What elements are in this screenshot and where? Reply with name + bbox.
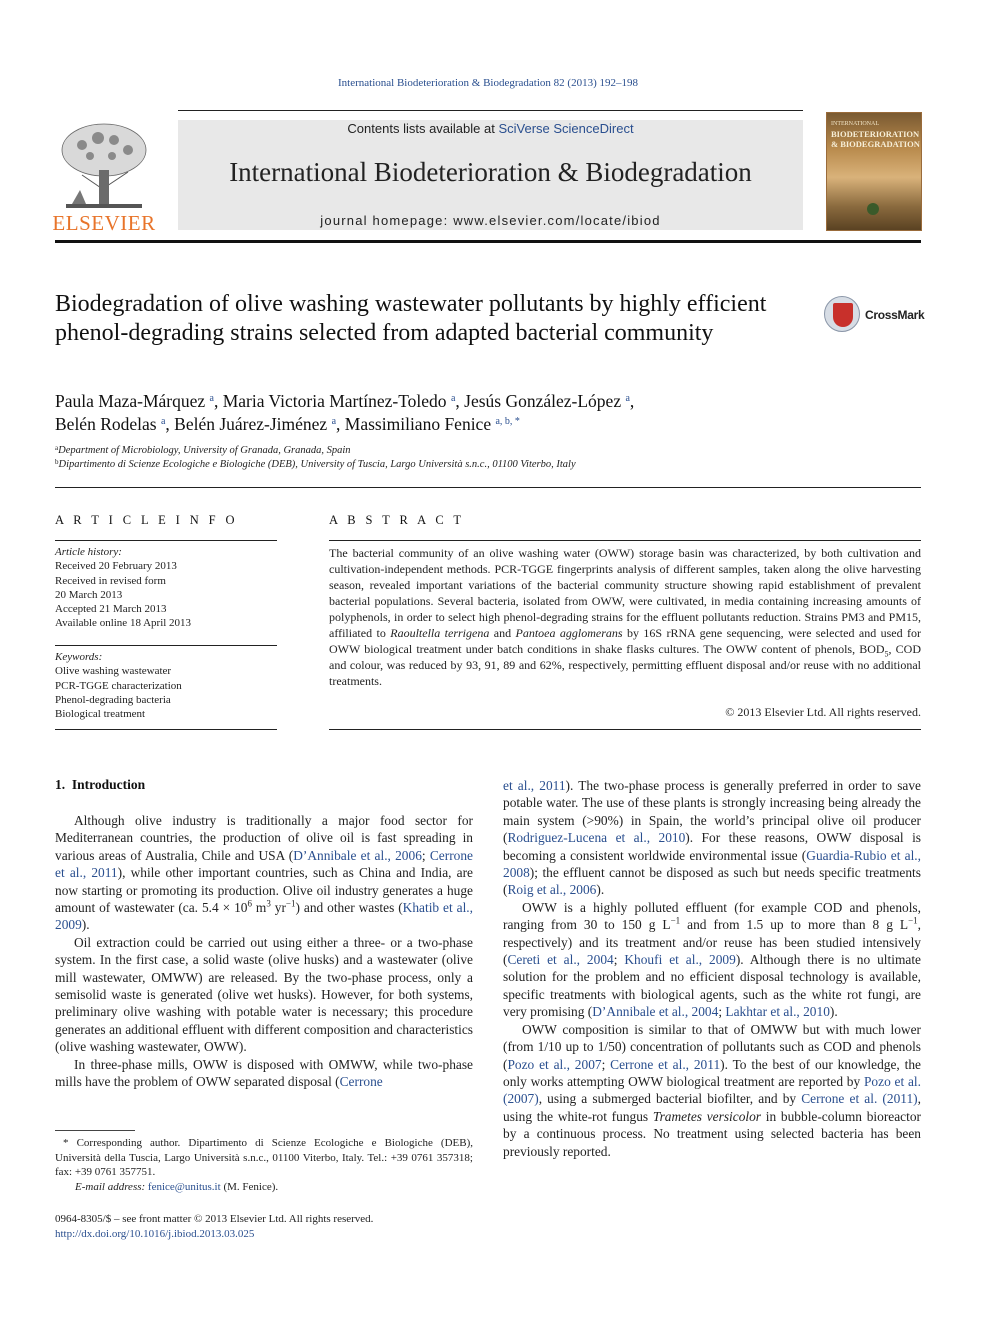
keywords-block	[55, 650, 277, 721]
article-info-heading: A R T I C L E I N F O	[55, 513, 238, 527]
author-list	[55, 390, 855, 436]
sciencedirect-link[interactable]: SciVerse ScienceDirect	[498, 121, 634, 136]
abstract-copyright: © 2013 Elsevier Ltd. All rights reserved.	[725, 705, 921, 719]
citation-link[interactable]: Rodriguez-Lucena et al., 2010	[507, 830, 686, 846]
affiliation-mark: b	[55, 458, 59, 466]
citation-link[interactable]: Khoufi et al., 2009	[624, 952, 736, 968]
keyword: Phenol-degrading bacteria	[55, 693, 171, 706]
contents-prefix: Contents lists available at	[347, 121, 499, 136]
species-name: Trametes versicolor	[652, 1108, 762, 1124]
cover-title: BIODETERIORATION & BIODEGRADATION	[831, 129, 920, 149]
abstract-heading: A B S T R A C T	[329, 513, 465, 527]
doi-link[interactable]: http://dx.doi.org/10.1016/j.ibiod.2013.03.025	[55, 1228, 255, 1240]
citation-link[interactable]: et al., 2011	[503, 778, 566, 793]
journal-title: International Biodeterioration & Biodegradation	[229, 157, 752, 187]
article-history	[55, 545, 277, 631]
crossmark-label: CrossMark	[865, 308, 925, 322]
history-item: Received in revised form	[55, 574, 166, 587]
issn-block	[55, 1212, 555, 1242]
history-item: 20 March 2013	[55, 588, 123, 601]
keyword: Biological treatment	[55, 708, 146, 721]
issn-line: 0964-8305/$ – see front matter © 2013 Elsevier Ltd. All rights reserved.	[55, 1213, 374, 1225]
journal-homepage[interactable]: journal homepage: www.elsevier.com/locate/ibiod	[320, 213, 661, 228]
author-name[interactable]: Paula Maza-Márquez	[55, 391, 206, 411]
footnote-email: E-mail address: fenice@unitus.it (M. Fenice).	[75, 1180, 279, 1193]
keyword: Olive washing wastewater	[55, 665, 172, 678]
citation-link[interactable]: Pozo et al. (2007)	[503, 1073, 921, 1107]
cover-badge	[867, 203, 879, 215]
history-item: Available online 18 April 2013	[55, 617, 192, 630]
paragraph: In three-phase mills, OWW is disposed with OMWW, while two-phase mills have the problem of OWW separated disposal (Cerrone	[55, 1056, 473, 1090]
article-info-bottom-rule	[55, 729, 277, 730]
author-line-2: Belén Rodelas $^a$, Belén Juárez-Jiménez $^a$, Massimiliano Fenice $^{a, b, *}$	[55, 414, 520, 434]
abstract-bottom-rule	[329, 729, 921, 730]
author-name[interactable]: Jesús González-López	[464, 391, 622, 411]
crossmark-button[interactable]	[824, 296, 924, 336]
abstract-text	[329, 545, 921, 689]
body-column-left	[55, 812, 473, 1091]
email-link[interactable]: fenice@unitus.it	[147, 1180, 221, 1193]
citation-link[interactable]: Cerrone et al., 2011	[610, 1056, 721, 1072]
article-info-rule	[55, 540, 277, 541]
citation-link[interactable]: D’Annibale et al., 2006	[293, 847, 422, 863]
author-affil-mark: a	[209, 393, 214, 404]
affiliation-text: Dipartimento di Scienze Ecologiche e Biologiche (DEB), University of Tuscia, Largo Università s.n.c., 01100 Viterbo, Italy	[58, 459, 576, 470]
citation-link[interactable]: Cereti et al., 2004	[507, 952, 614, 968]
publisher-wordmark: ELSEVIER	[52, 211, 156, 235]
history-label: Article history:	[55, 546, 122, 558]
species-name: Raoultella terrigena	[390, 626, 490, 640]
abstract-rule	[329, 540, 921, 541]
keywords-rule	[55, 645, 277, 646]
author-affil-mark: a	[331, 416, 337, 427]
running-citation[interactable]: International Biodeterioration & Biodegradation 82 (2013) 192–198	[338, 77, 638, 89]
contents-line	[178, 121, 803, 136]
citation-link[interactable]: Guardia-Rubio et al., 2008	[503, 847, 921, 881]
author-name[interactable]: Belén Rodelas	[55, 414, 157, 434]
paragraph-continued: et al., 2011). The two-phase process is generally preferred in order to save potable water. The use of these plants is strongly increasing being already the main system (>90%) in Spain, the world’s principal olive oil producer (Rodriguez-Lucena et al., 2010). For these reasons, OWW disposal is becoming a consistent worldwide environmental issue (Guardia-Rubio et al., 2008); the effluent cannot be disposed as such but needs specific treatments (Roig et al., 2006).	[503, 778, 921, 898]
abstract-part: The bacterial community of an olive washing water (OWW) storage basin was characterized, by both cultivation and cultivation-independent methods. PCR-TGGE fingerprints analysis of different samples, taken along the olive harvesting season, revealed important variations of the bacterial community structure showing rapid establishment of prevalent bacterial populations. Several bacteria, isolated from OWW, were cultivated, in media containing increasing amounts of polyphenols, in order to select high phenol-degrading strains for the effluent pollutants reduction. Strains PM3 and PM15, affiliated to	[329, 546, 921, 640]
cover-small-text: INTERNATIONAL	[831, 121, 879, 127]
author-affil-mark: a	[450, 393, 456, 404]
article-title: Biodegradation of olive washing wastewater pollutants by highly efficient phenol-degrading strains selected from adapted bacterial community	[55, 291, 767, 346]
author-affil-mark: a, b, *	[495, 416, 520, 427]
citation-link[interactable]: Cerrone et al., 2011	[55, 847, 473, 881]
header-top-rule	[178, 110, 803, 111]
abstract-part: and	[489, 626, 516, 640]
citation-link[interactable]: D’Annibale et al., 2004	[592, 1004, 719, 1020]
history-item: Accepted 21 March 2013	[55, 603, 167, 616]
paragraph: Although olive industry is traditionally a major food sector for Mediterranean countries, the production of olive oil is fast spreading in various areas of Australia, Chile and USA (D’Annibale et al., 2006; Cerrone et al., 2011), while other important countries, such as China and India, are now starting or promoting its production. Olive oil industry generates a huge amount of wastewater (ca. $5.4 \times 10^6$ $m^3$ $yr^{-1}$) and other wastes (Khatib et al., 2009).	[55, 813, 473, 933]
footnote-text: * Corresponding author. Dipartimento di Scienze Ecologiche e Biologiche (DEB), Università della Tuscia, Largo Università s.n.c., 01100 Viterbo, Italy. Tel.: +39 0761 357318; fax: +39 0761 357751.	[55, 1137, 473, 1178]
section-heading-introduction: 1. Introduction	[55, 777, 146, 792]
header-divider	[55, 240, 921, 243]
crossmark-icon	[824, 296, 860, 332]
citation-link[interactable]: Roig et al., 2006	[507, 882, 597, 898]
bod-subscript: 5	[884, 649, 889, 659]
abstract-part: , COD and colour, was reduced by 93, 91, 89 and 62%, respectively, permitting effluent disposal and/or reuse with no additional treatments.	[329, 642, 921, 688]
author-name[interactable]: Maria Victoria Martínez-Toledo	[222, 391, 447, 411]
history-item: Received 20 February 2013	[55, 560, 177, 573]
citation-link[interactable]: Khatib et al., 2009	[55, 900, 473, 933]
author-name[interactable]: Belén Juárez-Jiménez	[174, 414, 328, 434]
citation-link[interactable]: Pozo et al., 2007	[507, 1056, 602, 1072]
paragraph: Oil extraction could be carried out using either a three- or a two-phase system. In the first case, a solid waste (olive husks) and a wastewater (olive mill wastewater, OMWW) are released. By the two-phase process, only a semisolid waste is generated (olive wet husks). However, for both systems, preliminary olive washing with potable water is necessary; this procedure generates an additional effluent with different composition and characteristics (olive washing wastewater, OWW).	[55, 934, 473, 1055]
affiliation-divider	[55, 487, 921, 488]
corresponding-author-footnote	[55, 1136, 473, 1194]
citation-link[interactable]: Cerrone et al. (2011)	[801, 1091, 918, 1107]
species-name: Pantoea agglomerans	[515, 626, 623, 640]
author-line-1: Paula Maza-Márquez $^a$, Maria Victoria Martínez-Toledo $^a$, Jesús González-López $^a$,	[55, 391, 635, 411]
citation-link[interactable]: Cerrone	[339, 1074, 383, 1090]
affiliation-mark: a	[55, 444, 59, 452]
footnote-rule	[55, 1130, 135, 1131]
paragraph: OWW composition is similar to that of OMWW but with much lower (from 1/10 up to 1/50) concentration of pollutants such as COD and phenols (Pozo et al., 2007; Cerrone et al., 2011). To the best of our knowledge, the only works attempting OWW biological treatment are reported by Pozo et al. (2007), using a submerged bacterial biofilter, and by Cerrone et al. (2011), using the white-rot fungus Trametes versicolor in bubble-column bioreactor by a continuous process. No treatment using selected bacteria has been previously reported.	[503, 1021, 921, 1159]
body-column-right	[503, 777, 921, 1160]
journal-cover-image	[826, 112, 922, 231]
keyword: PCR-TGGE characterization	[55, 679, 182, 692]
author-affil-mark: a	[625, 393, 630, 404]
affiliation-a	[55, 445, 921, 456]
paragraph: OWW is a highly polluted effluent (for example COD and phenols, ranging from 30 to 150 g $L^{-1}$ and from 1.5 up to more than 8 g $L^{-1}$, respectively) and its treatment and/or reuse has been studied intensively (Cereti et al., 2004; Khoufi et al., 2009). Although there is no ultimate solution for the problem and no efficient disposal technology is available, specific treatments with biological agents, such as the white rot fungi, are very promising (D’Annibale et al., 2004; Lakhtar et al., 2010).	[503, 899, 921, 1020]
citation-link[interactable]: Lakhtar et al., 2010	[725, 1004, 830, 1020]
keywords-label: Keywords:	[55, 651, 103, 663]
affiliation-text: Department of Microbiology, University of Granada, Granada, Spain	[58, 445, 351, 456]
author-affil-mark: a	[160, 416, 166, 427]
author-name[interactable]: Massimiliano Fenice	[344, 414, 492, 434]
affiliation-b	[55, 459, 921, 470]
abstract-part: by 16S rRNA gene sequencing, were selected and used for OWW biological treatment under batch conditions in shake flasks cultures. The OWW content of phenols, BOD	[329, 626, 922, 656]
